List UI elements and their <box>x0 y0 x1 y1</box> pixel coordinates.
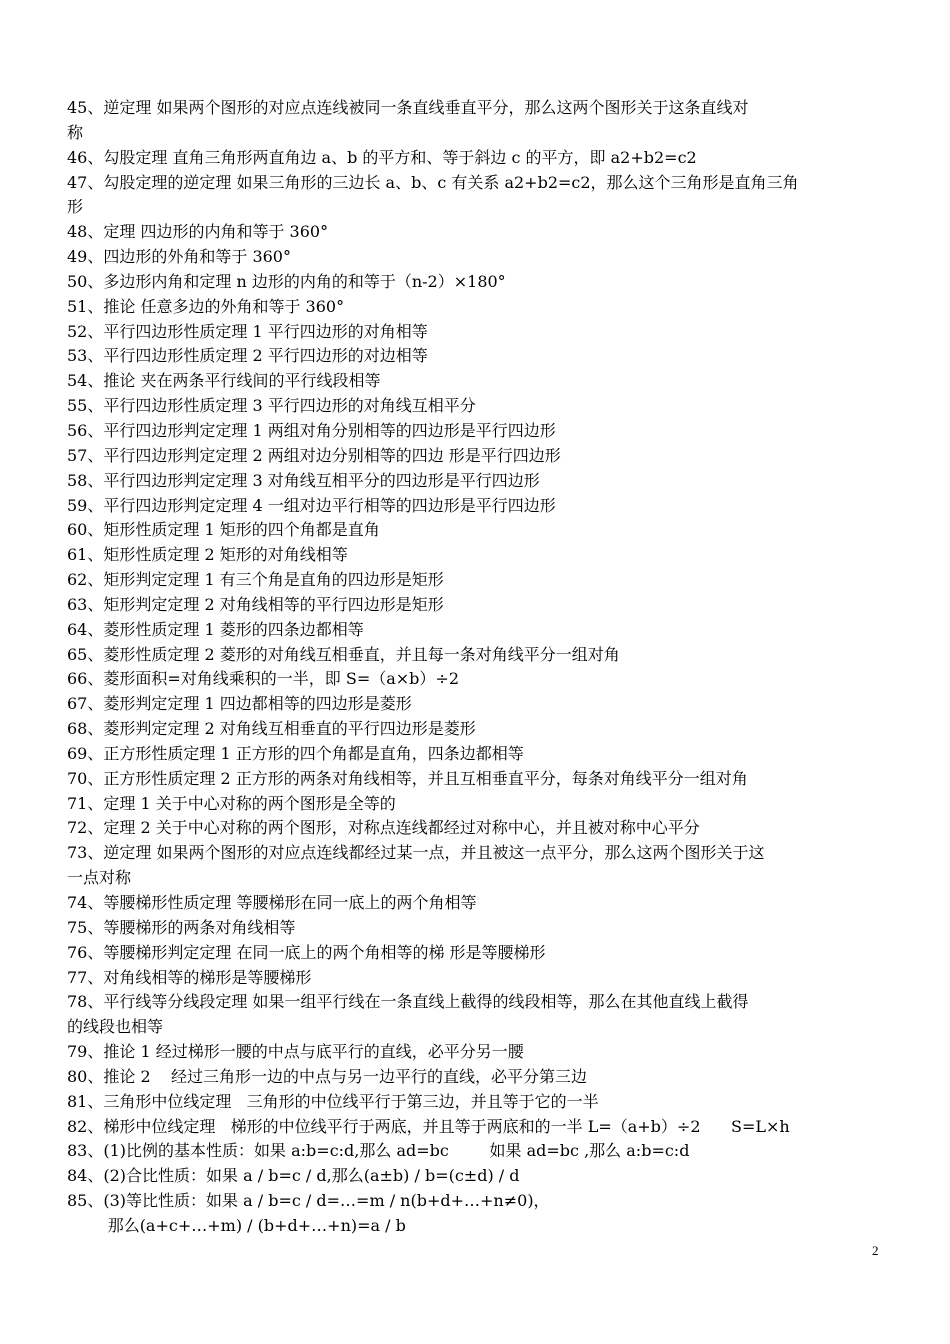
document-body <box>67 96 887 1239</box>
text-line: 83、(1)比例的基本性质：如果 a:b=c:d,那么 ad=bc 如果 ad=bc ,那么 a:b=c:d <box>67 1141 690 1161</box>
text-line: 47、勾股定理的逆定理 如果三角形的三边长 a、b、c 有关系 a2+b2=c2，那么这个三角形是直角三角 <box>67 172 799 192</box>
text-line: 71、定理 1 关于中心对称的两个图形是全等的 <box>67 793 396 813</box>
text-line: 50、多边形内角和定理 n 边形的内角的和等于（n-2）×180° <box>67 271 506 291</box>
text-line: 65、菱形性质定理 2 菱形的对角线互相垂直，并且每一条对角线平分一组对角 <box>67 644 620 664</box>
text-line: 66、菱形面积=对角线乘积的一半，即 S=（a×b）÷2 <box>67 669 459 689</box>
text-line: 79、推论 1 经过梯形一腰的中点与底平行的直线，必平分另一腰 <box>67 1042 524 1062</box>
text-line: 78、平行线等分线段定理 如果一组平行线在一条直线上截得的线段相等，那么在其他直线上截得 <box>67 992 749 1012</box>
text-line: 85、(3)等比性质：如果 a / b=c / d=…=m / n(b+d+…+n≠0)， <box>67 1191 550 1211</box>
text-line: 59、平行四边形判定定理 4 一组对边平行相等的四边形是平行四边形 <box>67 495 556 515</box>
text-line: 54、推论 夹在两条平行线间的平行线段相等 <box>67 371 381 391</box>
text-line: 53、平行四边形性质定理 2 平行四边形的对边相等 <box>67 346 428 366</box>
text-line: 58、平行四边形判定定理 3 对角线互相平分的四边形是平行四边形 <box>67 470 540 490</box>
text-line: 73、逆定理 如果两个图形的对应点连线都经过某一点，并且被这一点平分，那么这两个图形关于这 <box>67 843 765 863</box>
page-number: 2 <box>872 1243 879 1258</box>
text-line: 69、正方形性质定理 1 正方形的四个角都是直角，四条边都相等 <box>67 743 524 763</box>
text-line: 68、菱形判定定理 2 对角线互相垂直的平行四边形是菱形 <box>67 719 476 739</box>
text-line: 77、对角线相等的梯形是等腰梯形 <box>67 967 312 987</box>
text-line: 46、勾股定理 直角三角形两直角边 a、b 的平方和、等于斜边 c 的平方，即 a2+b2=c2 <box>67 147 697 167</box>
text-line: 74、等腰梯形性质定理 等腰梯形在同一底上的两个角相等 <box>67 893 477 912</box>
text-line: 81、三角形中位线定理 三角形的中位线平行于第三边，并且等于它的一半 <box>67 1091 599 1111</box>
text-line: 72、定理 2 关于中心对称的两个图形，对称点连线都经过对称中心，并且被对称中心平分 <box>67 818 700 838</box>
text-line: 61、矩形性质定理 2 矩形的对角线相等 <box>67 545 348 565</box>
text-line: 64、菱形性质定理 1 菱形的四条边都相等 <box>67 619 364 639</box>
text-line: 62、矩形判定定理 1 有三个角是直角的四边形是矩形 <box>67 570 444 590</box>
text-line: 82、梯形中位线定理 梯形的中位线平行于两底，并且等于两底和的一半 L=（a+b）÷2 S=L×h <box>67 1116 790 1136</box>
text-line: 80、推论 2 经过三角形一边的中点与另一边平行的直线，必平分第三边 <box>67 1066 587 1086</box>
text-line: 70、正方形性质定理 2 正方形的两条对角线相等，并且互相垂直平分，每条对角线平分一组对角 <box>67 768 748 788</box>
text-line: 45、逆定理 如果两个图形的对应点连线被同一条直线垂直平分，那么这两个图形关于这条直线对 <box>67 98 749 117</box>
text-line: 56、平行四边形判定定理 1 两组对角分别相等的四边形是平行四边形 <box>67 420 556 440</box>
text-line: 84、(2)合比性质：如果 a / b=c / d,那么(a±b) / b=(c±d) / d <box>67 1166 520 1186</box>
text-line: 那么(a+c+…+m) / (b+d+…+n)=a / b <box>67 1215 406 1235</box>
text-line: 形 <box>67 197 84 217</box>
text-line: 57、平行四边形判定定理 2 两组对边分别相等的四边 形是平行四边形 <box>67 445 561 465</box>
text-line: 52、平行四边形性质定理 1 平行四边形的对角相等 <box>67 321 428 341</box>
text-line: 60、矩形性质定理 1 矩形的四个角都是直角 <box>67 520 380 540</box>
text-line: 76、等腰梯形判定定理 在同一底上的两个角相等的梯 形是等腰梯形 <box>67 942 546 962</box>
text-line: 55、平行四边形性质定理 3 平行四边形的对角线互相平分 <box>67 396 476 416</box>
text-line: 称 <box>67 122 84 142</box>
text-line: 63、矩形判定定理 2 对角线相等的平行四边形是矩形 <box>67 594 444 614</box>
text-line: 一点对称 <box>67 868 132 888</box>
text-line: 75、等腰梯形的两条对角线相等 <box>67 917 296 937</box>
text-line: 48、定理 四边形的内角和等于 360° <box>67 222 329 242</box>
text-line: 的线段也相等 <box>67 1017 164 1037</box>
text-line: 51、推论 任意多边的外角和等于 360° <box>67 296 345 316</box>
text-line: 49、四边形的外角和等于 360° <box>67 247 291 267</box>
text-line: 67、菱形判定定理 1 四边都相等的四边形是菱形 <box>67 694 412 714</box>
